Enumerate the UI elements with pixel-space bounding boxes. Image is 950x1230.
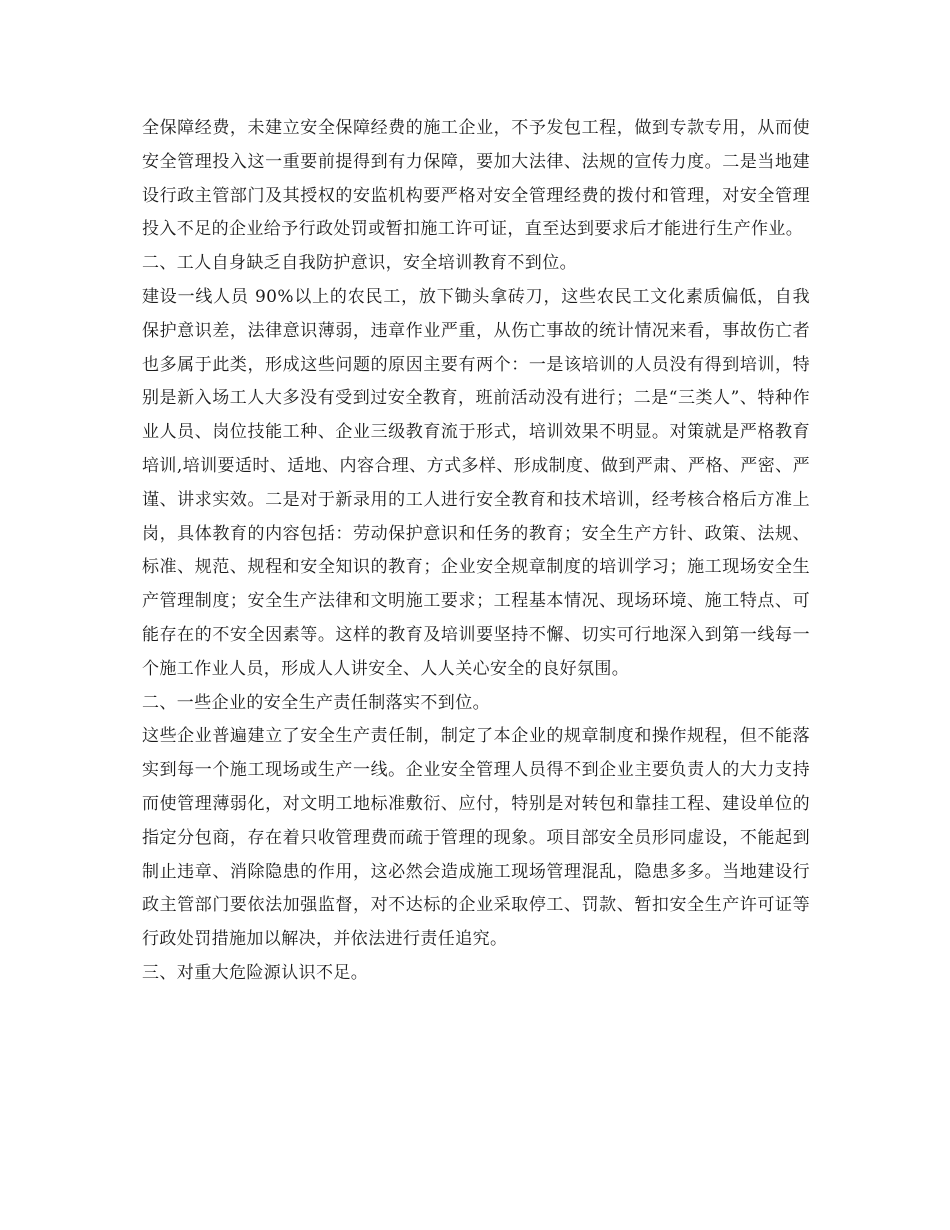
heading-worker-awareness: 二、工人自身缺乏自我防护意识，安全培训教育不到位。	[142, 253, 577, 274]
document-page	[142, 112, 810, 991]
paragraph-responsibility-system: 这些企业普遍建立了安全生产责任制，制定了本企业的规章制度和操作规程，但不能落实到每一个施工现场或生产一线。企业安全管理人员得不到企业主要负责人的大力支持而使管理薄弱化，对文明工地标准敷衍、应付，特别是对转包和靠挂工程、建设单位的指定分包商，存在着只收管理费而疏于管理的现象。项目部安全员形同虚设，不能起到制止违章、消除隐患的作用，这必然会造成施工现场管理混乱，隐患多多。当地建设行政主管部门要依法加强监督，对不达标的企业采取停工、罚款、暂扣安全生产许可证等行政处罚措施加以解决，并依法进行责任追究。	[142, 726, 810, 950]
paragraph-worker-training: 建设一线人员 90%以上的农民工，放下锄头拿砖刀，这些农民工文化素质偏低，自我保护意识差，法律意识薄弱，违章作业严重，从伤亡事故的统计情况来看，事故伤亡者也多属于此类，形成这些问题的原因主要有两个：一是该培训的人员没有得到培训，特别是新入场工人大多没有受到过安全教育，班前活动没有进行；二是“三类人”、特种作业人员、岗位技能工种、企业三级教育流于形式，培训效果不明显。对策就是严格教育培训,培训要适时、适地、内容合理、方式多样、形成制度、做到严肃、严格、严密、严谨、讲求实效。二是对于新录用的工人进行安全教育和技术培训，经考核合格后方准上岗，具体教育的内容包括：劳动保护意识和任务的教育；安全生产方针、政策、法规、标准、规范、规程和安全知识的教育；企业安全规章制度的培训学习；施工现场安全生产管理制度；安全生产法律和文明施工要求；工程基本情况、现场环境、施工特点、可能存在的不安全因素等。这样的教育及培训要坚持不懈、切实可行地深入到第一线每一个施工作业人员，形成人人讲安全、人人关心安全的良好氛围。	[142, 286, 810, 679]
paragraph-safety-funding: 全保障经费，未建立安全保障经费的施工企业，不予发包工程，做到专款专用，从而使安全管理投入这一重要前提得到有力保障，要加大法律、法规的宣传力度。二是当地建设行政主管部门及其授权的安监机构要严格对安全管理经费的拨付和管理，对安全管理投入不足的企业给予行政处罚或暂扣施工许可证，直至达到要求后才能进行生产作业。	[142, 118, 810, 240]
heading-responsibility-system: 二、一些企业的安全生产责任制落实不到位。	[142, 692, 490, 713]
heading-hazard-sources: 三、对重大危险源认识不足。	[142, 962, 369, 983]
